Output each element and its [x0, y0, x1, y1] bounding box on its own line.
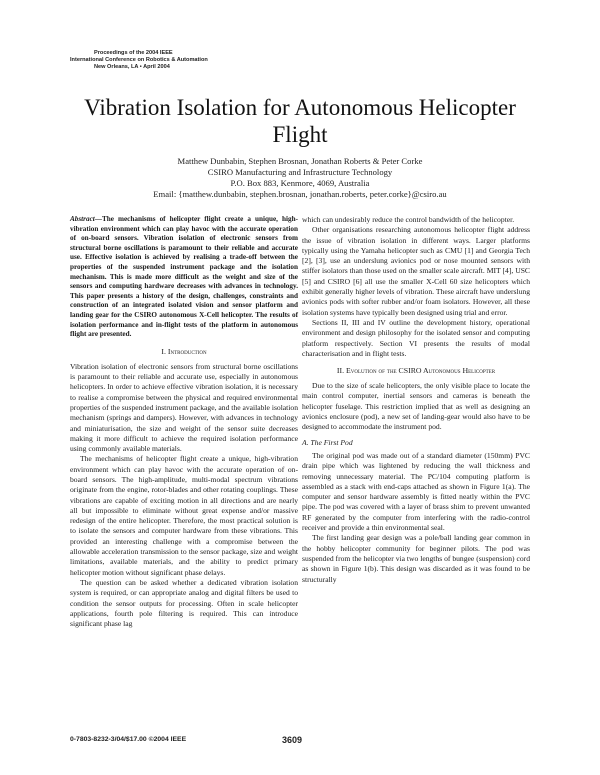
intro-paragraph-4: Other organisations researching autonomous helicopter flight address the issue of vibration isolation in different ways. Larger platforms typically using the Yamaha helicopter such as CMU [1] and Georgia Tech [2], [3], use an underslung avionics pod or nose mounted sensors with stiffer isolators than those used on the smaller scale aircraft. MIT [4], USC [5] and CSIRO [6] all use the smaller X-Cell 60 size helicopters which exhibit generally higher levels of vibration. These aircraft have underslung avionics pods with softer rubber and/or foam isolators. However, all these isolation systems have typically been designed using trial and error. — [302, 225, 530, 317]
affiliation-line-2: P.O. Box 883, Kenmore, 4069, Australia — [230, 178, 370, 188]
paper-title-line2: Flight — [272, 122, 328, 147]
author-block — [60, 156, 540, 200]
abstract-text: The mechanisms of helicopter flight create a unique, high-vibration environment which can play havoc with the accurate operation of on-board sensors. Vibration isolation of electronic sensors from structural borne oscillations is paramount to their reliable and accurate use. Effective isolation is achieved by realising a trade-off between the properties of the suspended instrument package and the isolation mechanism. This is made more difficult as the weight and size of the sensors and computing hardware decreases with advances in technology. This paper presents a history of the design, challenges, constraints and construction of an integrated isolated vision and sensor platform and landing gear for the CSIRO autonomous X-Cell helicopter. The results of isolation performance and in-flight tests of the platform in autonomous flight are presented. — [70, 215, 298, 339]
isbn-copyright: 0-7803-8232-3/04/$17.00 ©2004 IEEE — [70, 736, 187, 743]
left-column — [70, 215, 298, 629]
proceedings-line: Proceedings of the 2004 IEEE — [94, 50, 173, 56]
section-heading-evolution: II. Evolution of the CSIRO Autonomous Helicopter — [336, 366, 496, 376]
abstract-label: Abstract— — [70, 215, 102, 223]
author-emails: Email: {matthew.dunbabin, stephen.brosnan, jonathan.roberts, peter.corke}@csiro.au — [153, 189, 447, 199]
proceedings-header — [70, 50, 290, 71]
evolution-paragraph-1: Due to the size of scale helicopters, the only visible place to locate the main control computer, inertial sensors and cameras is beneath the helicopter fuselage. This restriction implied that as well as designing an avionics enclosure (pod), a new set of landing-gear would also have to be designed to accommodate the instrument pod. — [302, 381, 530, 432]
conference-line: International Conference on Robotics & Automation — [70, 57, 208, 63]
abstract — [70, 215, 298, 340]
location-line: New Orleans, LA • April 2004 — [94, 64, 170, 70]
subsection-heading-first-pod: A. The First Pod — [302, 437, 353, 447]
intro-paragraph-3-continued: which can undesirably reduce the control bandwidth of the helicopter. — [302, 215, 515, 224]
first-pod-paragraph-1: The original pod was made out of a standard diameter (150mm) PVC drain pipe which was lightened by reducing the wall thickness and removing unnecessary material. The PC/104 computing platform is assembled as a stack with end-caps attached as shown in Figure 1(a). The computer and sensor hardware assembly is fitted neatly within the PVC pipe. The pod was covered with a layer of brass shim to prevent unwanted RF generated by the computer from interfering with the radio-control receiver and provide a thin environmental seal. — [302, 450, 530, 533]
right-column — [302, 215, 530, 585]
paper-title — [60, 94, 540, 148]
intro-paragraph-3: The question can be asked whether a dedicated vibration isolation system is required, or can appropriate analog and digital filters be used to condition the sensor outputs for processing. Often in scale helicopter applications, fourth pole filtering is required. This can introduce significant phase lag — [70, 577, 298, 629]
page-number: 3609 — [282, 735, 303, 745]
first-pod-paragraph-2: The first landing gear design was a pole/ball landing gear common in the hobby helicopter community for beginner pilots. The pod was suspended from the helicopter via two lengths of bungee (suspension) cord as shown in Figure 1(b). This design was discarded as it was found to be structurally — [302, 533, 530, 584]
author-names: Matthew Dunbabin, Stephen Brosnan, Jonathan Roberts & Peter Corke — [177, 156, 423, 166]
intro-paragraph-2: The mechanisms of helicopter flight create a unique, high-vibration environment which can play havoc with the accurate operation of on-board sensors. The high-amplitude, multi-modal spectrum vibrations originate from the engine, rotor-blades and other rotating couplings. These vibrations are capable of exciting motion in all directions and are nearly all but impossible to eliminate without great expense and/or massive redesign of the entire helicopter. Therefore, the most practical solution is to isolate the sensors and computer hardware from these vibrations. This provided an interesting challenge with a compromise between the allowable acceleration transmission to the sensor package, size and weight limitations, available materials, and the ability to predict primary helicopter motion without significant phase delays. — [70, 454, 298, 577]
affiliation-line-1: CSIRO Manufacturing and Infrastructure Technology — [207, 167, 393, 177]
paper-title-line1: Vibration Isolation for Autonomous Helicopter — [84, 95, 516, 120]
intro-paragraph-5: Sections II, III and IV outline the development history, operational environment and design philosophy for the isolated sensor and computing platform respectively. Section VI presents the results of modal characterisation and in flight tests. — [302, 317, 530, 358]
section-heading-introduction: I. Introduction — [161, 346, 207, 356]
intro-paragraph-1: Vibration isolation of electronic sensors from structural borne oscillations is paramount to their reliable and accurate use, especially in autonomous helicopters. In order to achieve effective vibration isolation, it is necessary to realise a compromise between the physical and required environmental properties of the suspended instrument package, and the available isolation mechanism (springs and dampers). However, with advances in technology and miniaturisation, the size and weight of the sensor suite decreases making it more difficult to achieve the required isolation performance using commonly available materials. — [70, 361, 298, 454]
